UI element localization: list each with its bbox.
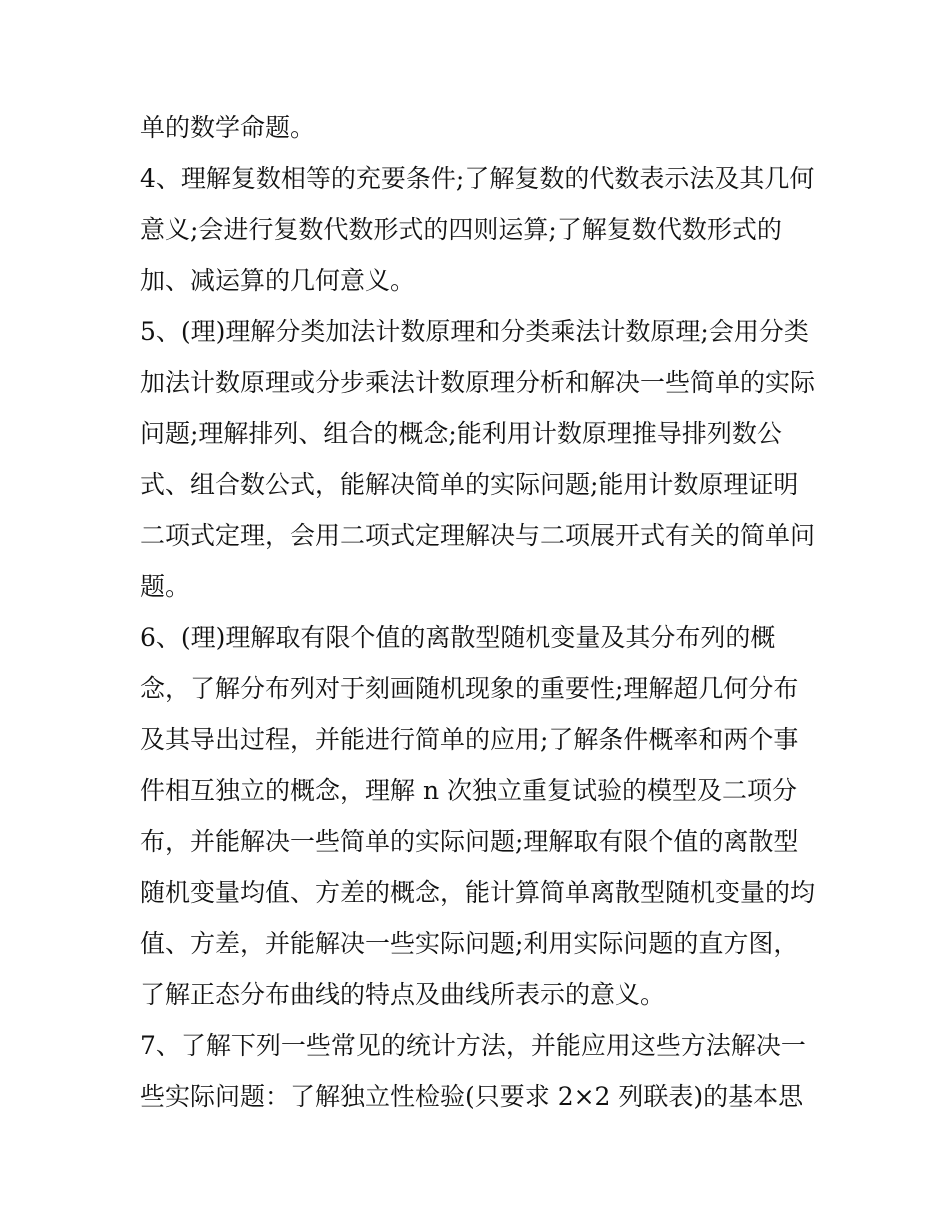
text-line: 件相互独立的概念，理解 n 次独立重复试验的模型及二项分 (140, 776, 797, 805)
text-line: 布，并能解决一些简单的实际问题;理解取有限个值的离散型 (140, 827, 799, 856)
text-line: 值、方差，并能解决一些实际问题;利用实际问题的直方图， (140, 929, 799, 958)
text-line: 7、了解下列一些常见的统计方法，并能应用这些方法解决一 (140, 1031, 806, 1060)
text-line: 二项式定理，会用二项式定理解决与二项展开式有关的简单问 (140, 521, 816, 550)
text-line: 加法计数原理或分步乘法计数原理分析和解决一些简单的实际 (140, 368, 816, 397)
text-line: 随机变量均值、方差的概念，能计算简单离散型随机变量的均 (140, 878, 816, 907)
text-line: 意义;会进行复数代数形式的四则运算;了解复数代数形式的 (140, 215, 782, 244)
text-line: 些实际问题：了解独立性检验(只要求 2×2 列联表)的基本思 (140, 1082, 804, 1111)
text-line: 式、组合数公式，能解决简单的实际问题;能用计数原理证明 (140, 470, 799, 499)
text-line: 加、减运算的几何意义。 (140, 266, 416, 295)
text-line: 单的数学命题。 (140, 113, 316, 142)
text-line: 6、(理)理解取有限个值的离散型随机变量及其分布列的概 (140, 623, 776, 652)
text-line: 4、理解复数相等的充要条件;了解复数的代数表示法及其几何 (140, 164, 815, 193)
text-line: 5、(理)理解分类加法计数原理和分类乘法计数原理;会用分类 (140, 317, 809, 346)
text-line: 问题;理解排列、组合的概念;能利用计数原理推导排列数公 (140, 419, 782, 448)
text-line: 题。 (140, 572, 191, 601)
text-line: 念，了解分布列对于刻画随机现象的重要性;理解超几何分布 (140, 674, 799, 703)
text-line: 及其导出过程，并能进行简单的应用;了解条件概率和两个事 (140, 725, 799, 754)
text-line: 了解正态分布曲线的特点及曲线所表示的意义。 (140, 980, 666, 1009)
